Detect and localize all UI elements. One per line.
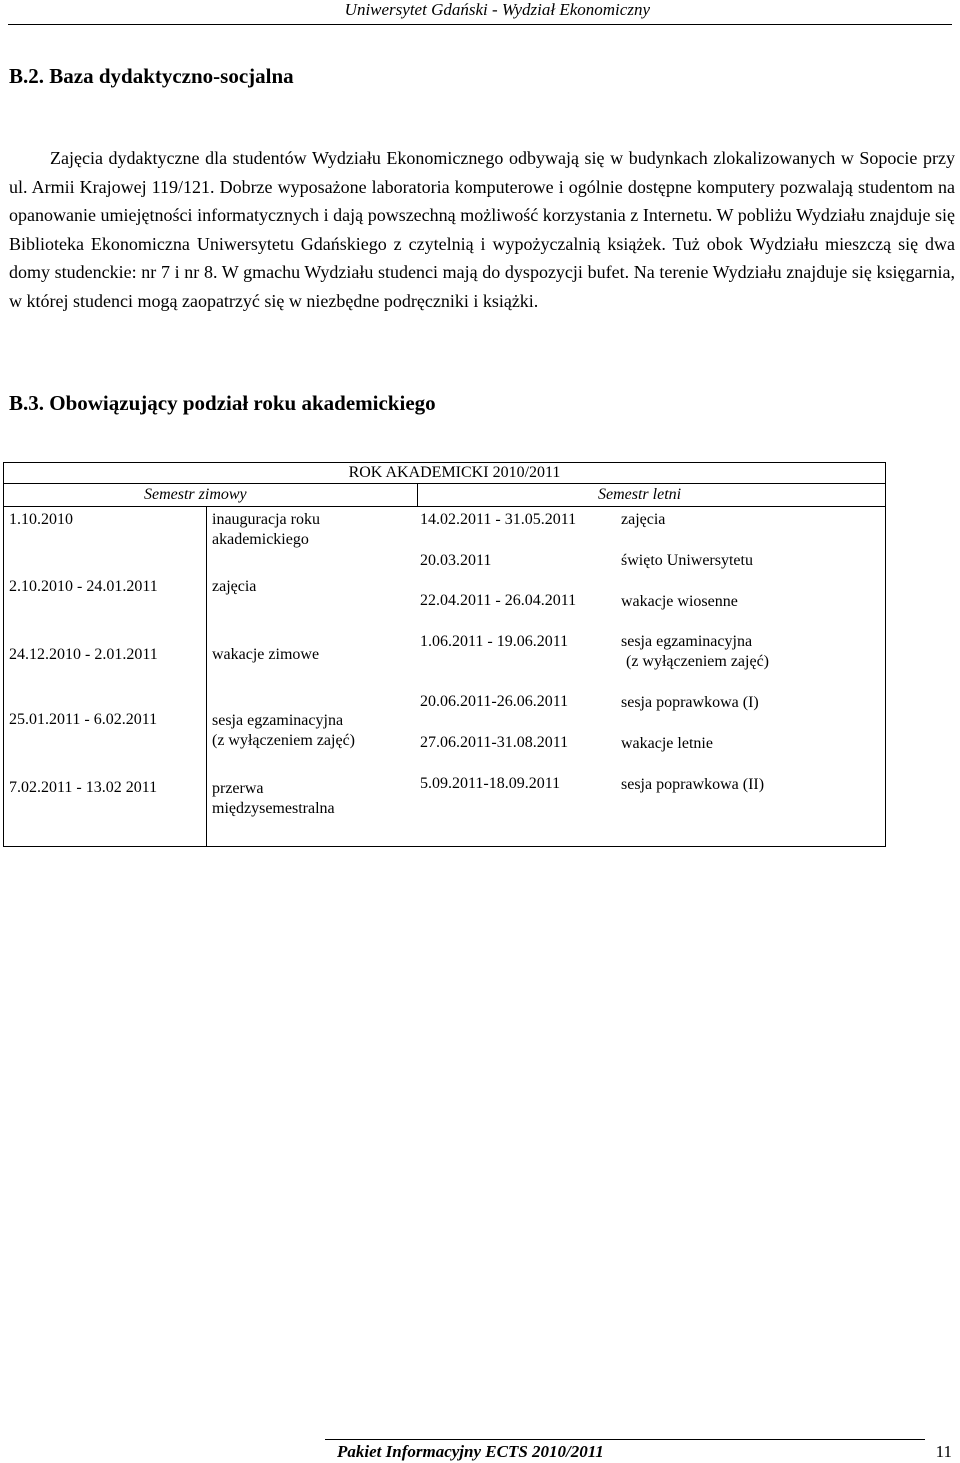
winter-row-3-event: wakacje zimowe [212, 646, 320, 663]
winter-row-1-event-line2: akademickiego [212, 531, 309, 548]
summer-row-4-date: 1.06.2011 - 19.06.2011 [420, 633, 569, 650]
summer-row-5-date: 20.06.2011-26.06.2011 [420, 693, 569, 710]
winter-row-4-event [212, 711, 355, 751]
winter-semester-label: Semestr zimowy [144, 486, 247, 503]
winter-row-1-date: 1.10.2010 [9, 511, 73, 528]
winter-row-5-date: 7.02.2011 - 13.02 2011 [9, 779, 158, 796]
winter-row-4-date: 25.01.2011 - 6.02.2011 [9, 711, 158, 728]
section-b2-paragraph: Zajęcia dydaktyczne dla studentów Wydziału Ekonomicznego odbywają się w budynkach zlokalizowanych w Sopocie przy ul. Armii Krajowej 119/121. Dobrze wyposażone laboratoria komputerowe i ogólnie dostępne komputery pozwalają studentom na opanowanie umiejętności informatycznych i dają powszechną możliwość korzystania z Internetu. W pobliżu Wydziału znajduje się Biblioteka Ekonomiczna Uniwersytetu Gdańskiego z czytelnią i wypożyczalnią książek. Tuż obok Wydziału mieszczą się dwa domy studenckie: nr 7 i nr 8. W gmachu Wydziału studenci mają do dyspozycji bufet. Na terenie Wydziału znajduje się księgarnia, w której studenci mogą zaopatrzyć się w niezbędne podręczniki i książki. [9, 148, 955, 311]
calendar-winter-col-divider [206, 506, 207, 846]
winter-row-5-event-line1: przerwa [212, 780, 264, 797]
summer-row-2-event: święto Uniwersytetu [621, 552, 753, 569]
section-b3-title: B.3. Obowiązujący podział roku akademickiego [9, 391, 436, 415]
academic-calendar-table [3, 462, 886, 847]
calendar-semester-divider [4, 506, 885, 507]
winter-row-3-date: 24.12.2010 - 2.01.2011 [9, 646, 158, 663]
summer-row-3-date: 22.04.2011 - 26.04.2011 [420, 592, 577, 609]
winter-row-2-date: 2.10.2010 - 24.01.2011 [9, 578, 158, 595]
summer-row-1-date: 14.02.2011 - 31.05.2011 [420, 511, 577, 528]
winter-row-1-event-line1: inauguracja roku [212, 511, 320, 528]
summer-row-4-event-line2: (z wyłączeniem zajęć) [626, 653, 770, 670]
header-rule [8, 24, 952, 25]
calendar-title-row [4, 463, 885, 483]
calendar-title: ROK AKADEMICKI 2010/2011 [348, 464, 561, 481]
winter-row-4-event-line1: sesja egzaminacyjna [212, 712, 344, 729]
section-b2-title: B.2. Baza dydaktyczno-socjalna [9, 64, 294, 88]
calendar-semester-split [417, 483, 418, 506]
summer-row-7-date: 5.09.2011-18.09.2011 [420, 775, 561, 792]
summer-row-7-event: sesja poprawkowa (II) [621, 776, 765, 793]
summer-row-5-event: sesja poprawkowa (I) [621, 694, 759, 711]
winter-row-5-event [212, 779, 335, 819]
footer-title: Pakiet Informacyjny ECTS 2010/2011 [337, 1442, 604, 1461]
summer-row-4-event [621, 632, 769, 672]
header-title: Uniwersytet Gdański - Wydział Ekonomiczny [344, 0, 650, 19]
winter-row-1-event [212, 510, 320, 550]
winter-row-5-event-line2: międzysemestralna [212, 800, 335, 817]
winter-row-4-event-line2: (z wyłączeniem zajęć) [212, 732, 356, 749]
summer-semester-label: Semestr letni [598, 486, 682, 503]
summer-row-1-event: zajęcia [621, 511, 666, 528]
summer-row-2-date: 20.03.2011 [420, 552, 492, 569]
footer-rule [325, 1439, 925, 1440]
summer-row-4-event-line1: sesja egzaminacyjna [621, 633, 753, 650]
page-header [0, 0, 960, 22]
summer-row-3-event: wakacje wiosenne [621, 593, 738, 610]
winter-row-2-event: zajęcia [212, 578, 257, 595]
calendar-title-divider [4, 483, 885, 484]
page-number: 11 [935, 1442, 952, 1461]
summer-row-6-date: 27.06.2011-31.08.2011 [420, 734, 569, 751]
summer-row-6-event: wakacje letnie [621, 735, 713, 752]
